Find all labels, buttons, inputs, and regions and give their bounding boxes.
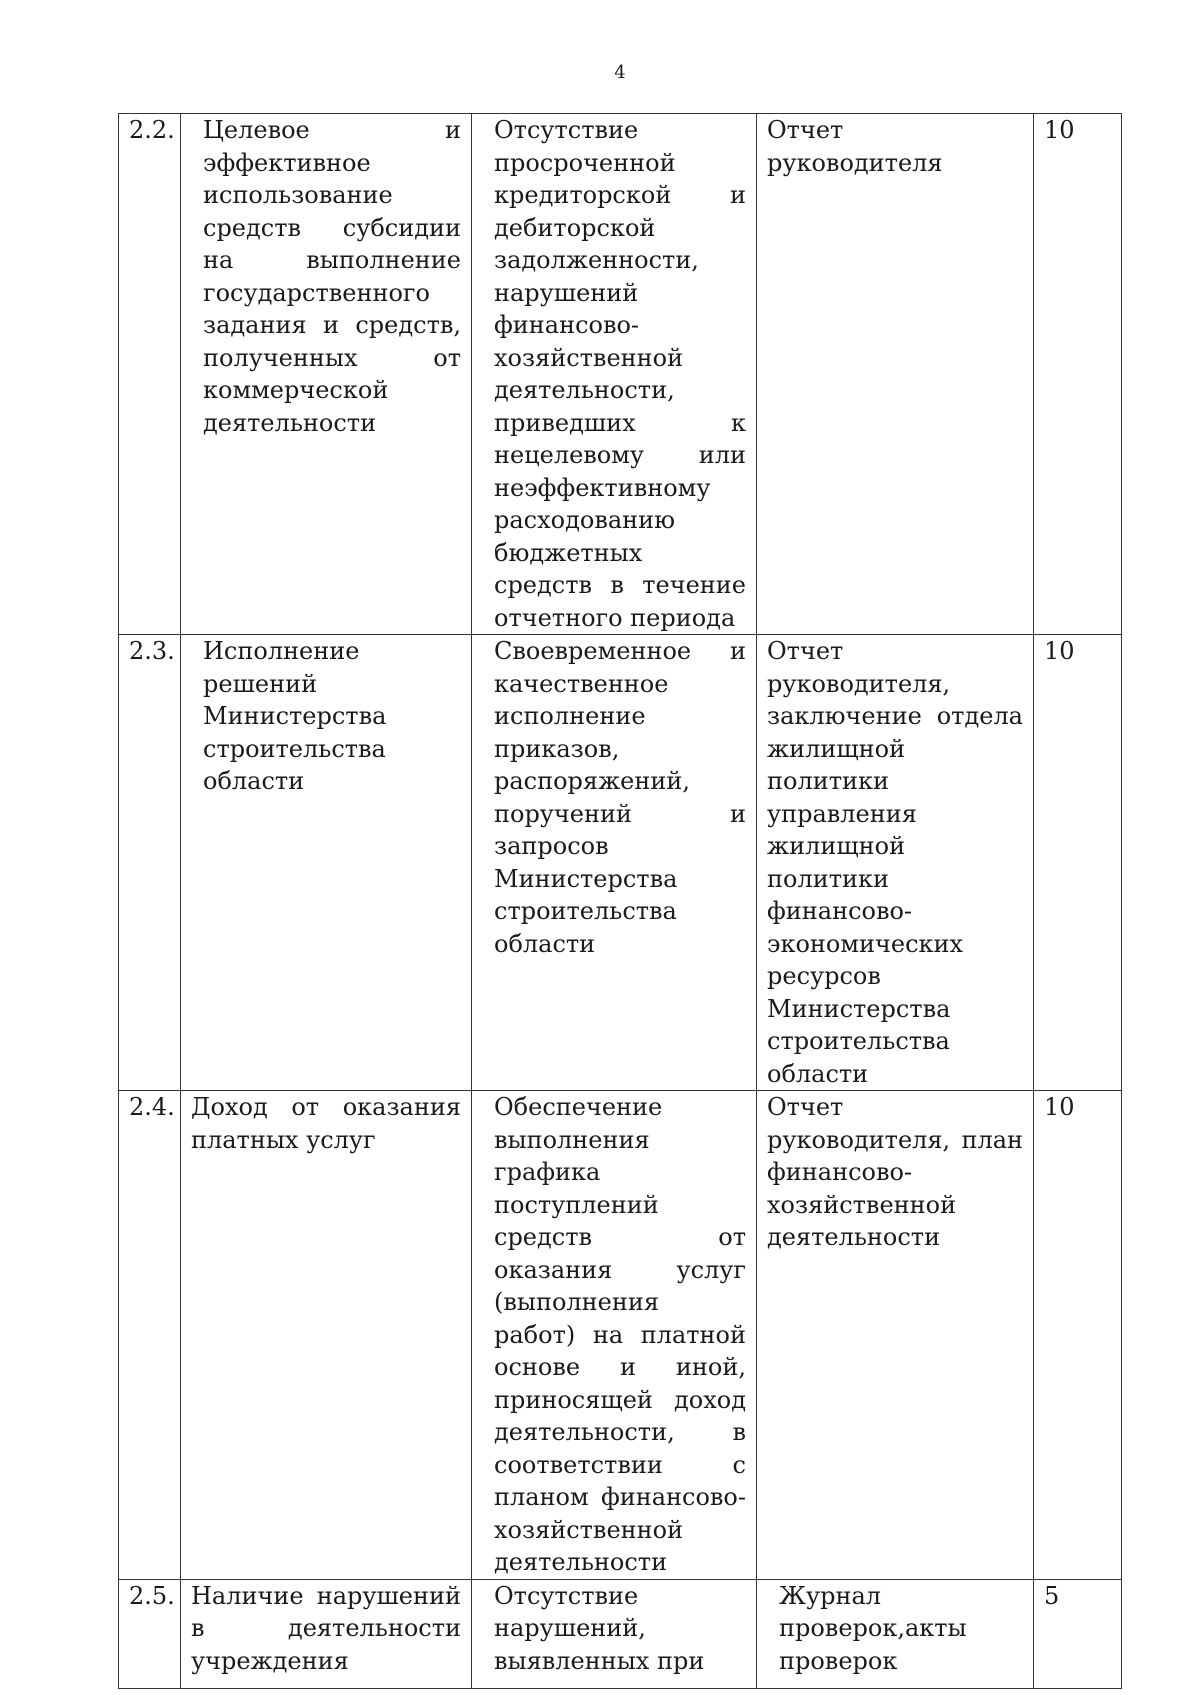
criterion-cell: Целевое и эффективное использование средств субсидии на выполнение государственного задания и средств, полученных от коммерческой деятельности: [181, 114, 472, 635]
source-cell: Отчет руководителя, план финансово-хозяйственной деятельности: [757, 1091, 1034, 1580]
page-number: 4: [614, 62, 626, 83]
criterion-cell: Наличие нарушений в деятельности учреждения: [181, 1579, 472, 1688]
criteria-table: [118, 113, 1122, 1689]
table-row: [119, 1091, 1122, 1580]
row-number: 2.3.: [119, 635, 181, 1091]
condition-cell: Своевременное и качественное исполнение приказов, распоряжений, поручений и запросов Министерства строительства области: [472, 635, 757, 1091]
row-number: 2.5.: [119, 1579, 181, 1688]
table-row: [119, 635, 1122, 1091]
table-row: [119, 114, 1122, 635]
criterion-cell: Доход от оказания платных услуг: [181, 1091, 472, 1580]
source-cell: Журнал проверок,акты проверок: [757, 1579, 1034, 1688]
score-cell: 10: [1034, 635, 1122, 1091]
score-cell: 10: [1034, 1091, 1122, 1580]
score-cell: 10: [1034, 114, 1122, 635]
source-cell: Отчет руководителя: [757, 114, 1034, 635]
criterion-cell: Исполнение решений Министерства строительства области: [181, 635, 472, 1091]
score-cell: 5: [1034, 1579, 1122, 1688]
condition-cell: Отсутствие нарушений, выявленных при: [472, 1579, 757, 1688]
condition-cell: Обеспечение выполнения графика поступлений средств от оказания услуг (выполнения работ) на платной основе и иной, приносящей доход деятельности, в соответствии с планом финансово-хозяйственной деятельности: [472, 1091, 757, 1580]
source-cell: Отчет руководителя, заключение отдела жилищной политики управления жилищной политики финансово-экономических ресурсов Министерства строительства области: [757, 635, 1034, 1091]
table-row: [119, 1579, 1122, 1688]
condition-cell: Отсутствие просроченной кредиторской и дебиторской задолженности, нарушений финансово-хозяйственной деятельности, приведших к нецелевому или неэффективному расходованию бюджетных средств в течение отчетного периода: [472, 114, 757, 635]
row-number: 2.4.: [119, 1091, 181, 1580]
row-number: 2.2.: [119, 114, 181, 635]
